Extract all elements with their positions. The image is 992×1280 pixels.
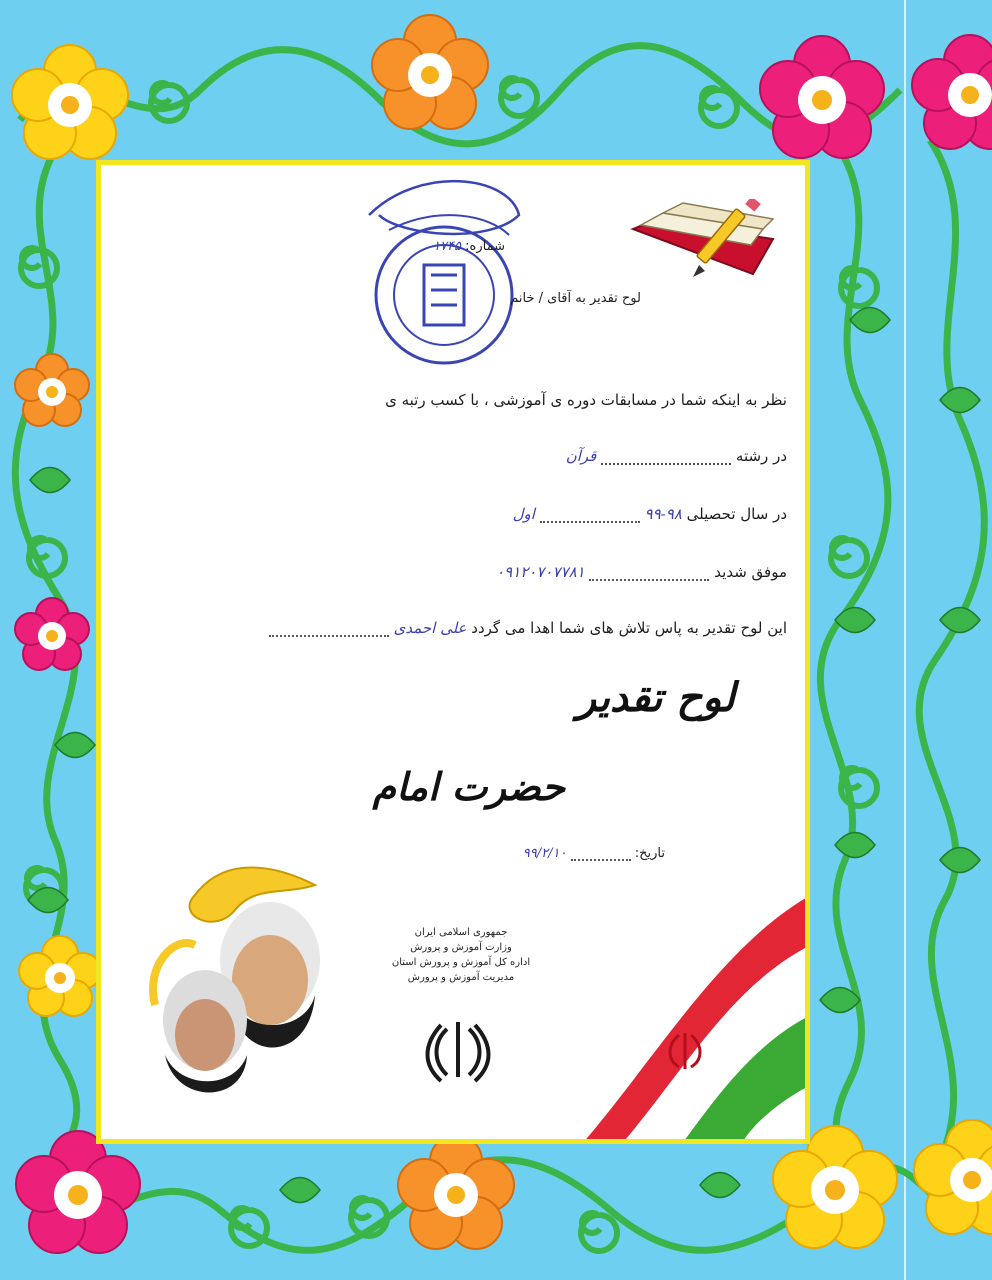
- body-text-2: در رشته: [735, 447, 787, 465]
- official-stamp: [359, 175, 529, 385]
- iran-emblem-icon: [423, 1017, 493, 1087]
- body-line-4: [127, 563, 787, 581]
- reference-label: شماره:: [465, 239, 505, 254]
- body-line-2: [127, 447, 787, 465]
- ministry-line-3: اداره کل آموزش و پرورش استان: [391, 957, 531, 968]
- handwritten-name: علی احمدی: [393, 619, 467, 637]
- body-text-3: در سال تحصیلی: [686, 505, 787, 523]
- date-label: تاریخ:: [634, 846, 665, 861]
- ministry-line-2: وزارت آموزش و پرورش: [410, 942, 512, 953]
- body-text-1: نظر به اینکه شما در مسابقات دوره ی آموزشی ، با کسب رتبه ی: [385, 391, 787, 409]
- ministry-block: [351, 925, 571, 985]
- flower-bottom-orange: [398, 1135, 514, 1249]
- reference-number: [433, 239, 505, 254]
- flower-bottom-left-pink: [16, 1131, 140, 1253]
- handwritten-rank: اول: [512, 505, 535, 523]
- flower-top-pink: [760, 36, 884, 158]
- book-pencil-icon: [623, 199, 783, 279]
- body-line-5: [127, 619, 787, 637]
- flower-left-yellow: [19, 936, 101, 1016]
- flag-ribbon: [571, 885, 810, 1144]
- body-text-5: این لوح تقدیر به پاس تلاش های شما اهدا می گردد: [471, 619, 787, 637]
- certificate-subtitle: حضرت امام: [372, 765, 565, 809]
- vine-left: [15, 150, 76, 1200]
- handwritten-year: ۹۸-۹۹: [644, 505, 682, 523]
- certificate-sheet: [96, 160, 810, 1144]
- flower-left-orange: [15, 354, 89, 426]
- date-line: [523, 845, 665, 861]
- leaders-portrait: [135, 855, 345, 1105]
- addressee-line: لوح تقدیر به آقای / خانم: [510, 291, 641, 306]
- body-line-1: [127, 391, 787, 409]
- certificate-title: لوح تقدیر: [576, 675, 735, 721]
- body-text-4: موفق شدید: [714, 563, 787, 581]
- flower-left-pink: [15, 598, 89, 670]
- ministry-line-4: مدیریت آموزش و پرورش: [407, 972, 515, 983]
- flower-bottom-yellow: [773, 1126, 897, 1248]
- flower-top-left: [12, 45, 128, 159]
- handwritten-date: ۹۹/۲/۱۰: [522, 846, 567, 861]
- ministry-line-1: جمهوری اسلامی ایران: [414, 927, 508, 938]
- reference-value: ۱۷۴۵: [433, 239, 462, 254]
- body-line-3: [127, 505, 787, 523]
- handwritten-field: قرآن: [565, 447, 597, 465]
- flower-top-orange: [372, 15, 488, 129]
- handwritten-number: ۰۹۱۲۰۷۰۷۷۸۱: [496, 563, 585, 581]
